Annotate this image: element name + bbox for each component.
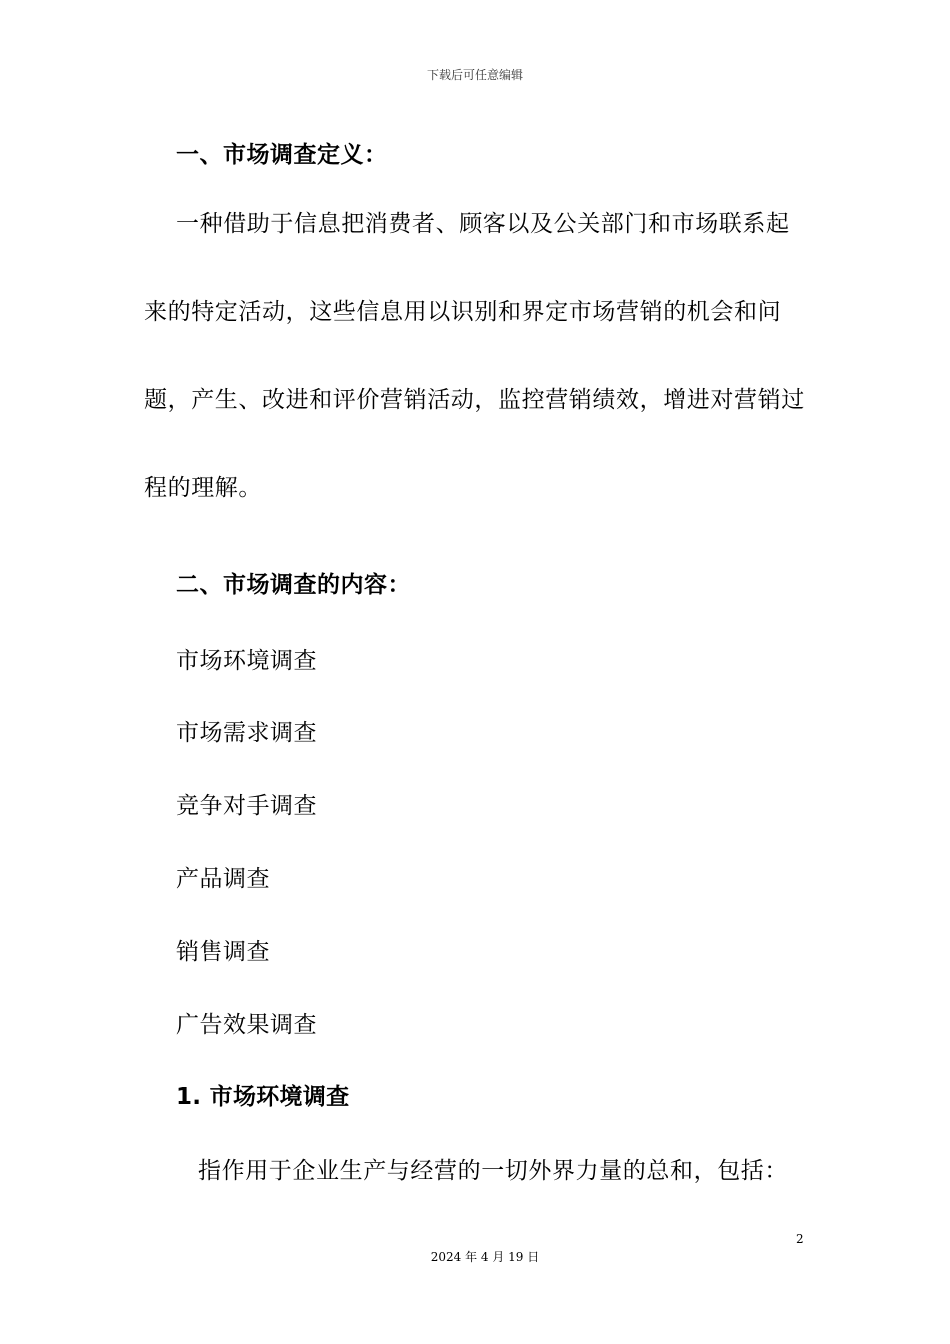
section-heading-definition: 一、市场调查定义： — [176, 142, 388, 168]
list-item: 竞争对手调查 — [176, 793, 317, 819]
list-item: 销售调查 — [176, 939, 270, 965]
subsection-heading-market-environment: 1. 市场环境调查 — [176, 1084, 350, 1110]
list-item: 市场需求调查 — [176, 720, 317, 746]
footer-date: 2024 年 4 月 19 日 — [430, 1250, 540, 1264]
list-item: 广告效果调查 — [176, 1012, 317, 1038]
header-note: 下载后可任意编辑 — [426, 68, 523, 82]
list-item: 市场环境调查 — [176, 648, 317, 674]
page-number: 2 — [796, 1232, 804, 1246]
list-item: 产品调查 — [176, 866, 270, 892]
definition-paragraph: 一种借助于信息把消费者、顾客以及公关部门和市场联系起来的特定活动，这些信息用以识别和界定市场营销的机会和问题，产生、改进和评价营销活动，监控营销绩效，增进对营销过程的理解。 — [144, 211, 805, 501]
section-heading-content: 二、市场调查的内容： — [176, 572, 411, 598]
subsection-text: 指作用于企业生产与经营的一切外界力量的总和，包括： — [198, 1158, 788, 1184]
